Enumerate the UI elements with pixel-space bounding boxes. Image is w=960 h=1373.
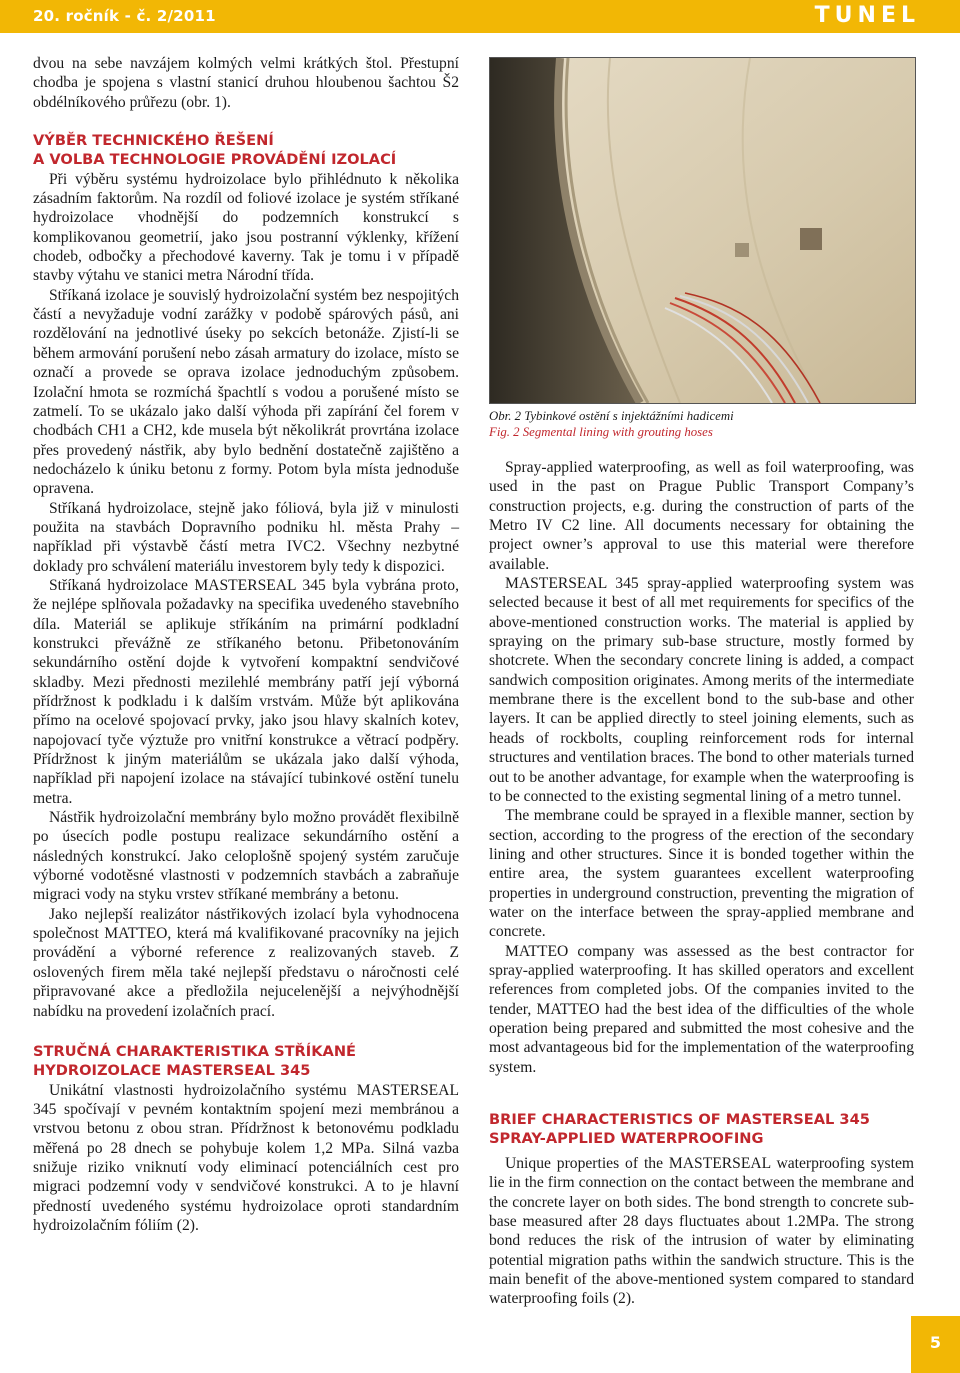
heading-line: VÝBĚR TECHNICKÉHO ŘEŠENÍ	[33, 132, 274, 150]
left-column	[33, 54, 459, 1235]
heading-line: A VOLBA TECHNOLOGIE PROVÁDĚNÍ IZOLACÍ	[33, 151, 397, 169]
paragraph: Spray-applied waterproofing, as well as foil waterproofing, was used in the past on Prague Public Transport Company’s construction projects, e.g. during the construction of parts of the Metro IV C2 line. All documents necessary for obtaining the project owner’s approval to use this material were therefore available.	[489, 459, 914, 573]
paragraph: Stříkaná hydroizolace, stejně jako fóliová, byla již v minulosti použita na stavbách Dopravního podniku hl. města Prahy – například při výstavbě částí metra IVC2. Všechny nezbytné doklady pro schválení materiálu investorem byly tedy k dispozici.	[33, 499, 459, 575]
heading-line: SPRAY-APPLIED WATERPROOFING	[489, 1130, 764, 1148]
paragraph: Stříkaná hydroizolace MASTERSEAL 345 byla vybrána proto, že nejlépe splňovala požadavky na specifika uvedeného stavebního díla. Materiál se aplikuje stříkáním na primární podkladní konstrukci převážně ze stříkaného betonu. Přibetonováním sekundárního ostění dojde k vytvoření kompaktní sendvičové skladby. Mezi přednosti mezilehlé membrány patří její výborná přídržnost k podkladu i k dalším vrstvám. Může být aplikována přímo na ocelové spojovací prvky, jako jsou hlavy skalních kotev, napojovací tyče výztuže pro vnitřní konstrukce a větrací podpěry. Přídržnost k jiným materiálům se ukázala jako další výhoda, například při napojení izolace na stávající tubinkové ostění tunelu metra.	[33, 576, 459, 807]
magazine-logo: TUNEL	[814, 3, 920, 28]
issue-label: 20. ročník - č. 2/2011	[33, 7, 216, 25]
paragraph: Nástřik hydroizolační membrány bylo možno provádět flexibilně po úsecích podle postupu realizace sekundárního ostění a následných konstrukcí. Jako celoplošně spojený systém zaručuje výborné vodotěsné vlastnosti v podzemních stavbách a zabraňuje migraci vody na styku vrstev stříkané membrány a betonu.	[33, 809, 459, 904]
heading	[489, 1110, 914, 1149]
paragraph: Unique properties of the MASTERSEAL waterproofing system lie in the firm connection on the contact between the membrane and the concrete layer on both sides. The bond strength to concrete sub-base measured after 28 days fluctuates about 1.2MPa. The strong bond reduces the risk of the intrusion of water by eliminating potential migration paths within the sandwich structure. This is the main benefit of the above-mentioned system compared to standard waterproofing foils (2).	[489, 1155, 914, 1308]
section-heading-strucna	[33, 1042, 459, 1081]
caption-czech: Obr. 2 Tybinkové ostění s injektážními hadicemi	[489, 409, 734, 423]
header-bar	[0, 0, 960, 33]
paragraph: MATTEO company was assessed as the best contractor for spray-applied waterproofing. It has skilled operators and excellent references from completed jobs. Of the companies invited to the tender, MATTEO had the best idea of the difficulties of the whole operation being prepared and submitted the most cohesive and the most advantageous bid for the implementation of the waterproofing system.	[489, 942, 914, 1076]
paragraph: MASTERSEAL 345 spray-applied waterproofing system was selected because it best of all met requirements for specifics of the above-mentioned construction works. The material is applied by spraying on the primary sub-base structure, mostly formed by shotcrete. When the secondary concrete lining is added, a compact sandwich composition originates. Among merits of the intermediate membrane there is the excellent bond to the sub-base and other layers. It can be applied directly to steel joining elements, such as heads of rockbolts, coupling reinforcement rods for internal structures and ventilation braces. The bond to other materials turned out to be another advantage, for example when the waterproofing is to be connected to the existing segmental lining of a metro tunnel.	[489, 575, 914, 805]
paragraph: The membrane could be sprayed in a flexible manner, section by section, according to the progress of the erection of the secondary lining and other structures. Since it is bonded together within the entire area, the system guarantees excellent waterproofing properties in underground construction, preventing the migration of water on the interface between the spray-applied membrane and concrete.	[489, 807, 914, 941]
heading-line: BRIEF CHARACTERISTICS OF MASTERSEAL 345	[489, 1111, 870, 1128]
page-number-box	[911, 1316, 960, 1373]
tunnel-photo	[489, 57, 916, 404]
section-heading-brief	[489, 1110, 914, 1149]
page-number: 5	[929, 1333, 942, 1352]
tunnel-photo-illustration	[490, 58, 915, 403]
paragraph: Stříkaná izolace je souvislý hydroizolační systém bez nespojitých částí a nevyžaduje vodní zarážky v podobě spárových pásů, ani rozdělování na jednotlivé úseky po sekcích betonáže. Zjistí-li se během armování porušení nebo zásah armatury do izolace, místo se označí a provede se oprava izolace jednoduchým způsobem. Izolační hmota se rozmíchá špachtlí s vodou a porušené místo se zatmelí. To se ukázalo jako další výhoda při zapírání čel forem v chodbách CH1 a CH2, kde musela být několikrát provrtána izolace přes provedený nástřik, aby bylo bednění dostatečně zajištěno a nedocházelo k úniku betonu z formy. Potom byla místa jednoduše opravena.	[33, 286, 459, 498]
section-heading-vyber	[33, 131, 459, 170]
paragraph: Jako nejlepší realizátor nástřikových izolací byla vyhodnocena společnost MATTEO, která má kvalifikované pracovníky na jejich provádění a výborné reference z realizovaných staveb. Z oslovených firem měla také nejlepší představu o náročnosti celé připravované akce a předložila nejucelenější a nejvýhodnější nabídku na provedení izolačních prací.	[33, 905, 459, 1020]
heading-line: HYDROIZOLACE MASTERSEAL 345	[33, 1062, 311, 1080]
paragraph: Unikátní vlastnosti hydroizolačního systému MASTERSEAL 345 spočívají v pevném kontaktním spojení mezi membránou a vrstvou betonu z obou stran. Přídržnost k betonovému podkladu měřená po 28 dnech se pohybuje kolem 1,2 MPa. Silná vazba snižuje riziko vniknutí vody eliminací potenciálních cest pro migraci podzemní vody v sendvičové konstrukci. A to je hlavní předností uvedeného systému hydroizolace oproti standardním hydroizolačním fóliím (2).	[33, 1081, 459, 1234]
heading-line: STRUČNÁ CHARAKTERISTIKA STŘÍKANÉ	[33, 1042, 357, 1060]
paragraph: dvou na sebe navzájem kolmých velmi krátkých štol. Přestupní chodba je spojena s vlastní stanicí druhou hloubenou šachtou Š2 obdélníkového průřezu (obr. 1).	[33, 55, 459, 111]
figure-caption	[489, 408, 914, 440]
brief-body	[489, 1154, 914, 1309]
paragraph: Při výběru systému hydroizolace bylo přihlédnuto k několika zásadním faktorům. Na rozdíl od foliové izolace je systém stříkané hydroizolace vhodnější do podzemních konstrukcí s komplikovanou geometrií, jako jsou postranní výklenky, křížení chodeb, odbočky a přechodové kaverny. Tak je tomu i v případě stavby výtahu ve stanici metra Národní třída.	[33, 170, 459, 285]
right-column	[489, 458, 914, 1077]
caption-english: Fig. 2 Segmental lining with grouting hoses	[489, 425, 713, 439]
